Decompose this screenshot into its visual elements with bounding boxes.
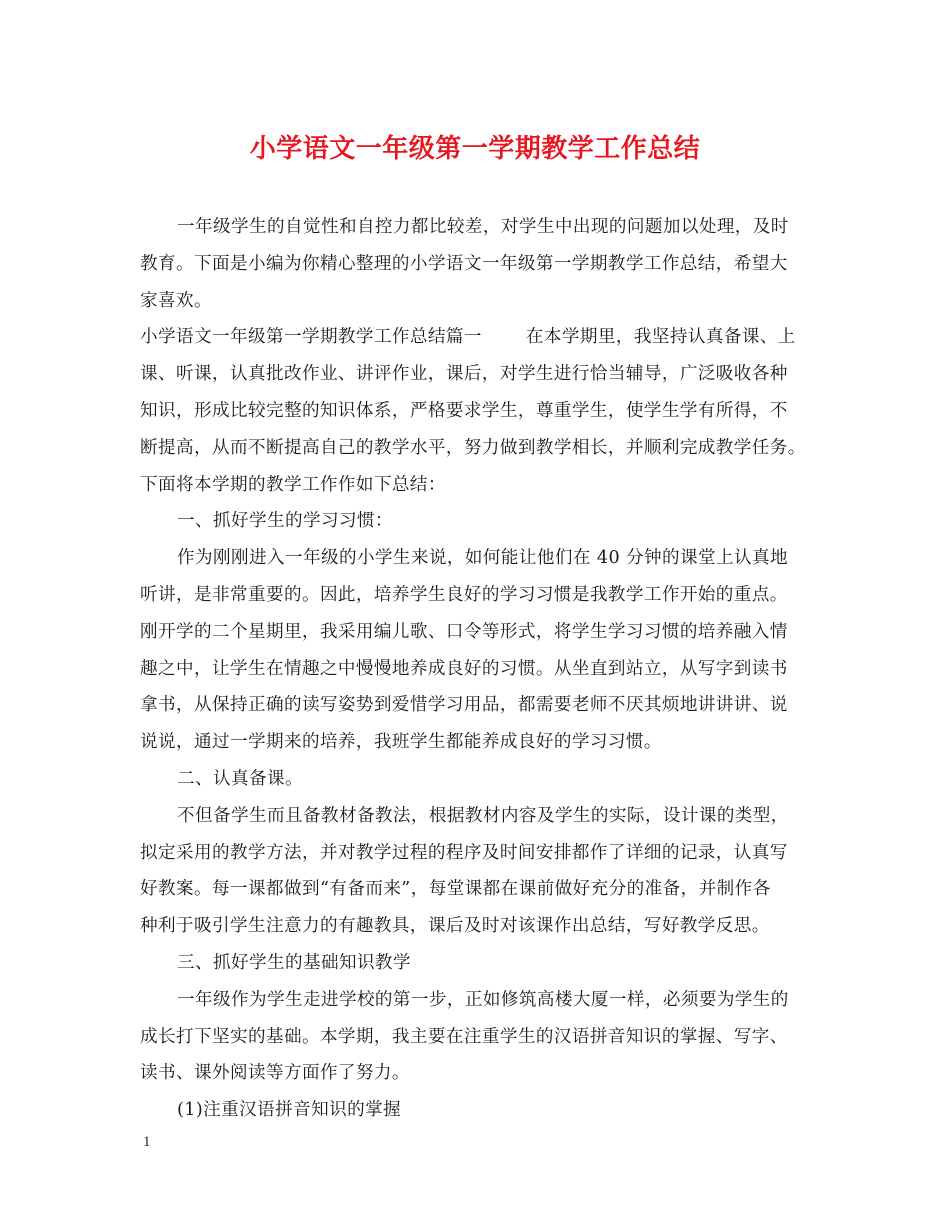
paragraph-line: 一年级学生的自觉性和自控力都比较差，对学生中出现的问题加以处理，及时 — [177, 217, 789, 237]
paragraph-line: 种利于吸引学生注意力的有趣教具，课后及时对该课作出总结，写好教学反思。 — [140, 916, 770, 937]
paragraph-line: 教育。下面是小编为你精心整理的小学语文一年级第一学期教学工作总结，希望大 — [140, 253, 788, 274]
paragraph-line: 断提高，从而不断提高自己的教学水平，努力做到教学相长，并顺利完成教学任务。 — [140, 437, 806, 458]
document-title: 小学语文一年级第一学期教学工作总结 — [249, 134, 701, 164]
paragraph-line: 拿书，从保持正确的读写姿势到爱惜学习用品，都需要老师不厌其烦地讲讲讲、说 — [140, 695, 788, 716]
paragraph-line: 读书、课外阅读等方面作了努力。 — [140, 1063, 410, 1084]
paragraph-line: 趣之中，让学生在情趣之中慢慢地养成良好的习惯。从坐直到站立，从写字到读书 — [140, 658, 788, 679]
page-number: 1 — [143, 1134, 151, 1150]
subheading: 一、抓好学生的学习习惯： — [177, 511, 393, 532]
document-body — [140, 209, 812, 1129]
paragraph-line: 在本学期里，我坚持认真备课、上 — [525, 327, 796, 348]
paragraph-line: 家喜欢。 — [140, 290, 212, 311]
paragraph-line: 下面将本学期的教学工作作如下总结： — [140, 474, 446, 495]
paragraph-line: 成长打下坚实的基础。本学期，我主要在注重学生的汉语拼音知识的掌握、写字、 — [140, 1026, 788, 1047]
paragraph-line: 好教案。每一课都做到“有备而来”，每堂课都在课前做好充分的准备，并制作各 — [140, 879, 771, 900]
paragraph-line: 听讲，是非常重要的。因此，培养学生良好的学习习惯是我教学工作开始的重点。 — [140, 584, 788, 605]
paragraph-line: 作为刚刚进入一年级的小学生来说，如何能让他们在 40 分钟的课堂上认真地 — [177, 548, 788, 569]
section-heading-line — [140, 319, 812, 356]
paragraph-line: 刚开学的二个星期里，我采用编儿歌、口令等形式，将学生学习习惯的培养融入情 — [140, 621, 788, 642]
subheading: 三、抓好学生的基础知识教学 — [177, 952, 411, 973]
subheading: (1)注重汉语拼音知识的掌握 — [177, 1100, 402, 1121]
subheading: 二、认真备课。 — [177, 768, 303, 789]
paragraph-line: 拟定采用的教学方法，并对教学过程的程序及时间安排都作了详细的记录，认真写 — [140, 842, 788, 863]
paragraph-line: 知识，形成比较完整的知识体系，严格要求学生，尊重学生，使学生学有所得，不 — [140, 400, 788, 421]
paragraph-line: 课、听课，认真批改作业、讲评作业，课后，对学生进行恰当辅导，广泛吸收各种 — [140, 364, 788, 385]
paragraph-line: 一年级作为学生走进学校的第一步，正如修筑高楼大厦一样，必须要为学生的 — [177, 989, 789, 1010]
paragraph-line: 说说，通过一学期来的培养，我班学生都能养成良好的学习习惯。 — [140, 732, 662, 753]
section-heading: 小学语文一年级第一学期教学工作总结篇一 — [140, 327, 482, 348]
paragraph-line: 不但备学生而且备教材备教法，根据教材内容及学生的实际，设计课的类型， — [177, 805, 789, 826]
